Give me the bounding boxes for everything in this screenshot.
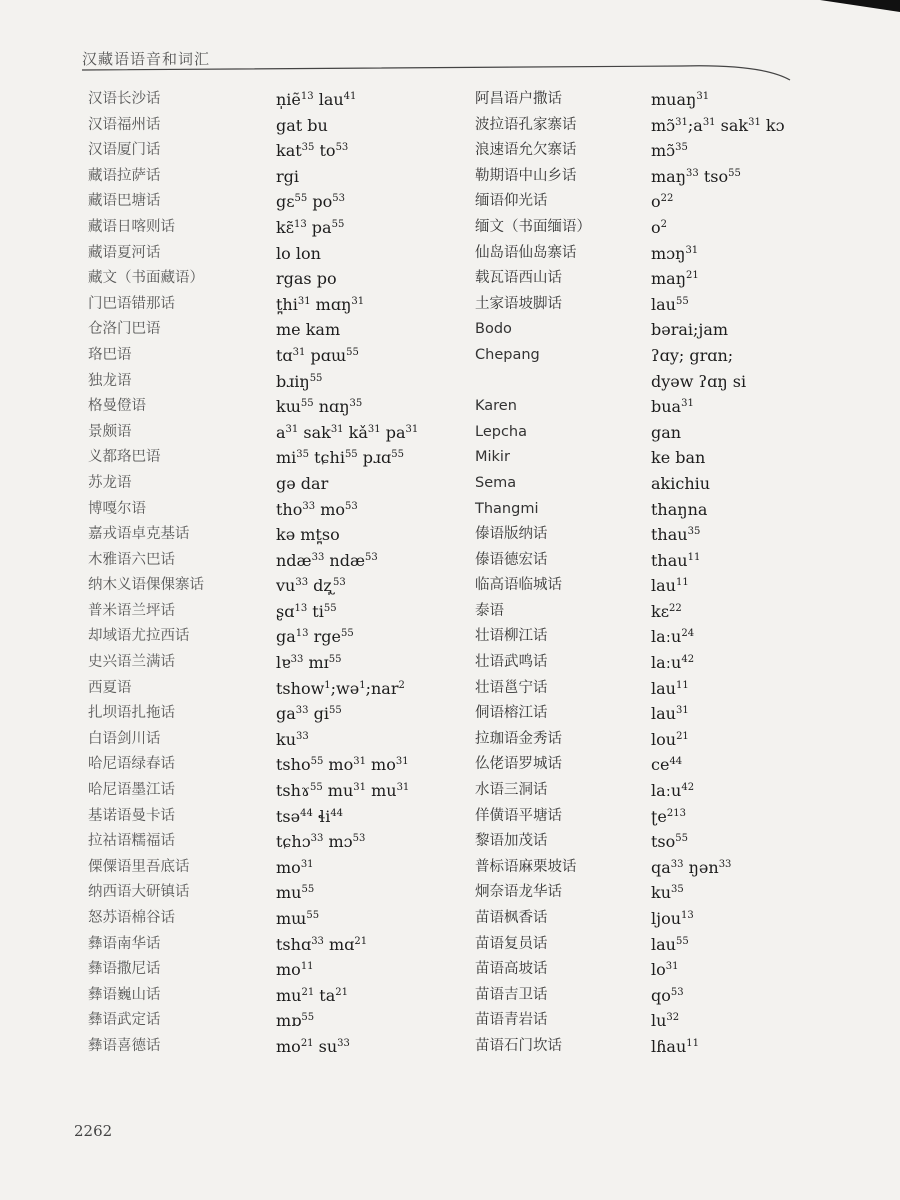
language-name: 汉语长沙话 bbox=[88, 91, 161, 107]
language-name: 纳木义语倮倮寨话 bbox=[88, 577, 204, 594]
language-name: 炯奈语龙华话 bbox=[475, 884, 562, 901]
entry-row bbox=[88, 343, 448, 369]
entry-row bbox=[88, 189, 448, 215]
entry-row bbox=[475, 855, 805, 881]
language-name: 木雅语六巴话 bbox=[88, 551, 175, 568]
language-name: 独龙语 bbox=[88, 372, 132, 389]
language-name: 浪速语允欠寨话 bbox=[475, 142, 577, 159]
word-form: lau$^{11}$ bbox=[651, 576, 689, 596]
language-name: 傈僳语里吾底话 bbox=[88, 858, 190, 875]
word-form: ʈe$^{213}$ bbox=[651, 806, 686, 826]
language-name: 壮语武鸣话 bbox=[475, 654, 548, 671]
entry-row bbox=[88, 829, 448, 855]
word-form: gan bbox=[651, 422, 682, 442]
word-form: me kam bbox=[276, 320, 341, 340]
entry-row bbox=[88, 317, 448, 343]
language-name: 苗语石门坎话 bbox=[475, 1037, 562, 1054]
entry-row bbox=[475, 215, 805, 241]
entry-row bbox=[88, 394, 448, 420]
language-name: 苗语枫香话 bbox=[475, 910, 548, 926]
entry-row bbox=[88, 1008, 448, 1034]
entry-row bbox=[88, 369, 448, 395]
entry-row bbox=[475, 420, 805, 446]
word-form: thau$^{35}$ bbox=[651, 525, 701, 545]
entry-row bbox=[475, 880, 805, 906]
language-name: 泰语 bbox=[475, 602, 504, 619]
entry-row bbox=[88, 701, 448, 727]
word-form: gat bu bbox=[276, 115, 328, 135]
word-form: $ku^{33}$ bbox=[276, 729, 309, 749]
word-form: tsə$^{44}$ ɬi$^{44}$ bbox=[276, 806, 344, 826]
language-name: 勒期语中山乡话 bbox=[475, 167, 577, 184]
entry-row bbox=[475, 752, 805, 778]
language-name: 景颇语 bbox=[88, 423, 132, 440]
word-form: lau$^{31}$ bbox=[651, 704, 689, 724]
language-name: 却域语尤拉西话 bbox=[88, 628, 190, 645]
word-form: ke ban bbox=[651, 448, 706, 468]
language-name: 侗语榕江话 bbox=[475, 705, 548, 722]
language-name: 黎语加茂话 bbox=[475, 833, 548, 850]
language-name: 缅语仰光话 bbox=[475, 193, 548, 210]
entry-row bbox=[475, 906, 805, 932]
entry-row bbox=[88, 138, 448, 164]
word-form: rgi bbox=[276, 166, 300, 186]
word-form: rgas po bbox=[276, 269, 337, 289]
entry-row bbox=[88, 599, 448, 625]
word-form: ljou$^{13}$ bbox=[651, 909, 694, 928]
entry-row bbox=[475, 548, 805, 574]
language-name: 哈尼语墨江话 bbox=[88, 782, 175, 799]
word-form: gə dar bbox=[276, 473, 329, 493]
word-form: n̩iẽ$^{13}$ lau$^{41}$ bbox=[276, 90, 357, 109]
word-form: kɯ$^{55}$ nɑŋ$^{35}$ bbox=[276, 397, 363, 417]
word-form: laːu$^{24}$ bbox=[651, 627, 695, 647]
entry-row bbox=[88, 445, 448, 471]
word-form: lɦau$^{11}$ bbox=[651, 1036, 699, 1056]
language-name: 纳西语大研镇话 bbox=[88, 884, 190, 901]
word-form: tshɑ$^{33}$ mɑ$^{21}$ bbox=[276, 934, 368, 954]
word-form: ʔɑy; grɑn; bbox=[651, 345, 734, 365]
word-form: dyəw ʔɑŋ si bbox=[651, 371, 747, 391]
language-name: 佯僙语平塘话 bbox=[475, 807, 562, 824]
language-name: Bodo bbox=[475, 321, 512, 338]
page-corner-mark bbox=[820, 0, 900, 12]
entry-row bbox=[88, 932, 448, 958]
language-name: 义都珞巴语 bbox=[88, 449, 161, 466]
language-name: 哈尼语绿春话 bbox=[88, 756, 175, 773]
word-form: $qa^{33}$ ŋən$^{33}$ bbox=[651, 857, 732, 877]
entry-row bbox=[88, 292, 448, 318]
word-form: lau$^{55}$ bbox=[651, 294, 689, 314]
word-form: $mɔ̃^{31};a^{31}$ sak$^{31}$ kɔ bbox=[651, 115, 785, 135]
entry-row bbox=[475, 471, 805, 497]
word-form: thaŋna bbox=[651, 499, 708, 519]
language-name: 嘉戎语卓克基话 bbox=[88, 526, 190, 543]
entry-row bbox=[475, 497, 805, 523]
entry-row bbox=[475, 829, 805, 855]
language-name: 拉珈语金秀话 bbox=[475, 730, 562, 747]
language-name: 苗语高坡话 bbox=[475, 961, 548, 978]
entry-row bbox=[88, 241, 448, 267]
entry-row bbox=[475, 624, 805, 650]
word-form: maŋ$^{33}$ tso$^{55}$ bbox=[651, 166, 741, 186]
entry-row bbox=[475, 266, 805, 292]
word-form: lou$^{21}$ bbox=[651, 729, 689, 749]
entry-row bbox=[475, 394, 805, 420]
language-name: 苗语吉卫话 bbox=[475, 986, 548, 1003]
entry-row bbox=[88, 957, 448, 983]
word-form: ndæ$^{33}$ ndæ$^{53}$ bbox=[276, 550, 378, 570]
word-form: kɛ̃$^{13}$ $pa^{55}$ bbox=[276, 217, 345, 237]
entry-row bbox=[475, 241, 805, 267]
word-form: $t̪hi^{31}$ mɑŋ$^{31}$ bbox=[276, 294, 365, 314]
language-name: 史兴语兰满话 bbox=[88, 654, 175, 671]
language-name: 博嘎尔语 bbox=[88, 500, 146, 517]
word-form: $mi^{35}$ tɕhi$^{55}$ pɹɑ$^{55}$ bbox=[276, 448, 404, 468]
entry-row bbox=[88, 650, 448, 676]
language-name: Karen bbox=[475, 398, 517, 415]
language-name: 扎坝语扎拖话 bbox=[88, 705, 175, 722]
entry-row bbox=[88, 1034, 448, 1060]
language-name: 傣语德宏话 bbox=[475, 551, 548, 568]
entry-row bbox=[88, 420, 448, 446]
word-form: lo lon bbox=[276, 243, 321, 263]
language-name: Mikir bbox=[475, 449, 510, 466]
entry-row bbox=[475, 804, 805, 830]
word-form: $mu^{55}$ bbox=[276, 883, 315, 903]
word-form: kat$^{35}$ $to^{53}$ bbox=[276, 141, 349, 161]
entry-row bbox=[475, 932, 805, 958]
word-form: $ku^{35}$ bbox=[651, 883, 684, 903]
language-name: 门巴语错那话 bbox=[88, 295, 175, 312]
language-name: 仙岛语仙岛寨话 bbox=[475, 244, 577, 261]
word-form: $o^{22}$ bbox=[651, 192, 674, 212]
word-form: $vu^{33}$ dʐ̩$^{53}$ bbox=[276, 576, 346, 596]
word-form: $lo^{31}$ bbox=[651, 960, 679, 980]
language-name: 汉语厦门话 bbox=[88, 142, 161, 159]
entry-row bbox=[88, 522, 448, 548]
entry-row bbox=[475, 189, 805, 215]
word-form: $mo^{21}$ $su^{33}$ bbox=[276, 1036, 350, 1056]
word-form: muaŋ$^{31}$ bbox=[651, 90, 710, 109]
language-name: 仓洛门巴语 bbox=[88, 321, 161, 338]
word-form: akichiu bbox=[651, 473, 711, 493]
language-name: 藏语拉萨话 bbox=[88, 167, 161, 184]
entry-row bbox=[88, 983, 448, 1009]
word-form: $mo^{31}$ bbox=[276, 857, 314, 877]
entry-row bbox=[475, 87, 805, 113]
entry-row bbox=[88, 87, 448, 113]
word-form: tho$^{33}$ $mo^{53}$ bbox=[276, 499, 358, 519]
word-form: $mu^{21}$ $ta^{21}$ bbox=[276, 985, 349, 1005]
language-name: 临高语临城话 bbox=[475, 577, 562, 594]
word-form: tsho$^{55}$ $mo^{31}$ $mo^{31}$ bbox=[276, 755, 409, 775]
entry-row bbox=[475, 983, 805, 1009]
language-name: 怒苏语棉谷话 bbox=[88, 910, 175, 926]
language-name: 彝语撒尼话 bbox=[88, 961, 161, 978]
language-name: Thangmi bbox=[475, 500, 539, 517]
language-name: 土家语坡脚话 bbox=[475, 295, 562, 312]
language-name: 波拉语孔家寨话 bbox=[475, 116, 577, 133]
language-name: 仫佬语罗城话 bbox=[475, 756, 562, 773]
entry-row bbox=[475, 778, 805, 804]
entry-row bbox=[88, 727, 448, 753]
language-name: 载瓦语西山话 bbox=[475, 270, 562, 287]
entry-row bbox=[475, 522, 805, 548]
entry-row bbox=[88, 906, 448, 932]
word-form: $o^2$ bbox=[651, 217, 668, 237]
word-form: mɔŋ$^{31}$ bbox=[651, 243, 699, 263]
word-form: $ce^{44}$ bbox=[651, 755, 683, 775]
word-form: $lu^{32}$ bbox=[651, 1011, 680, 1031]
header-rule bbox=[82, 58, 792, 82]
word-form: mɯ$^{55}$ bbox=[276, 909, 320, 928]
word-form: tshɤ$^{55}$ $mu^{31}$ $mu^{31}$ bbox=[276, 781, 410, 801]
entry-row bbox=[475, 573, 805, 599]
word-form: bɹiŋ$^{55}$ bbox=[276, 371, 323, 391]
entry-row bbox=[475, 727, 805, 753]
word-form: $a^{31}$ sak$^{31}$ $kǎ^{31}$ $pa^{31}$ bbox=[276, 422, 419, 442]
word-form: $ga^{13}$ rge$^{55}$ bbox=[276, 627, 354, 647]
language-name: 汉语福州话 bbox=[88, 116, 161, 133]
word-form: lɐ$^{33}$ mɪ$^{55}$ bbox=[276, 653, 342, 673]
entry-row bbox=[475, 701, 805, 727]
language-name: 阿昌语户撒话 bbox=[475, 91, 562, 107]
word-form: mɒ$^{55}$ bbox=[276, 1011, 315, 1031]
language-name: 珞巴语 bbox=[88, 346, 132, 363]
word-form: lau$^{11}$ bbox=[651, 678, 689, 698]
entry-row bbox=[475, 1034, 805, 1060]
word-form: gɛ$^{55}$ $po^{53}$ bbox=[276, 192, 345, 212]
word-form: laːu$^{42}$ bbox=[651, 653, 695, 673]
entry-row bbox=[475, 599, 805, 625]
language-name: 壮语柳江话 bbox=[475, 628, 548, 645]
language-name: 普标语麻栗坡话 bbox=[475, 858, 577, 875]
language-name: 基诺语曼卡话 bbox=[88, 807, 175, 824]
entry-row bbox=[88, 164, 448, 190]
language-name: 壮语邕宁话 bbox=[475, 679, 548, 696]
language-name: 彝语南华话 bbox=[88, 935, 161, 952]
language-name: 彝语巍山话 bbox=[88, 986, 161, 1003]
language-name: 藏语日喀则话 bbox=[88, 218, 175, 235]
entry-row bbox=[88, 624, 448, 650]
language-name: Lepcha bbox=[475, 423, 527, 440]
entry-row bbox=[88, 676, 448, 702]
language-name: 格曼僜语 bbox=[88, 398, 146, 415]
word-form: kɛ$^{22}$ bbox=[651, 601, 682, 621]
entry-row bbox=[88, 778, 448, 804]
word-form: laːu$^{42}$ bbox=[651, 781, 695, 801]
entry-row bbox=[475, 445, 805, 471]
language-name: 拉祜语糯福话 bbox=[88, 833, 175, 850]
language-name: 普米语兰坪话 bbox=[88, 602, 175, 619]
entry-row bbox=[475, 676, 805, 702]
word-form: mɔ̃$^{35}$ bbox=[651, 141, 688, 161]
language-name: 彝语武定话 bbox=[88, 1012, 161, 1029]
word-form: $mo^{11}$ bbox=[276, 960, 314, 980]
entry-row bbox=[88, 880, 448, 906]
entry-row bbox=[88, 113, 448, 139]
entry-row bbox=[475, 650, 805, 676]
language-name: 藏语巴塘话 bbox=[88, 193, 161, 210]
language-name: 水语三洞话 bbox=[475, 782, 548, 799]
language-name: 藏文（书面藏语） bbox=[88, 270, 204, 287]
entry-row bbox=[475, 113, 805, 139]
word-form: tshow$^1$;wə$^1$;nar$^2$ bbox=[276, 678, 405, 698]
entry-row bbox=[88, 266, 448, 292]
entry-row bbox=[475, 369, 805, 395]
entry-row bbox=[88, 471, 448, 497]
word-form: bua$^{31}$ bbox=[651, 397, 694, 417]
word-form: tɑ$^{31}$ pɑɯ$^{55}$ bbox=[276, 345, 359, 365]
running-header: 汉藏语语音和词汇 bbox=[82, 50, 211, 68]
entry-row bbox=[88, 573, 448, 599]
word-form: tɕhɔ$^{33}$ mɔ$^{53}$ bbox=[276, 832, 366, 852]
entry-row bbox=[88, 548, 448, 574]
language-name: Chepang bbox=[475, 346, 540, 363]
language-name: 彝语喜德话 bbox=[88, 1037, 161, 1054]
entry-row bbox=[88, 215, 448, 241]
left-column bbox=[88, 87, 448, 1060]
word-form: maŋ$^{21}$ bbox=[651, 269, 699, 289]
page-number: 2262 bbox=[74, 1122, 113, 1140]
language-name: 白语剑川话 bbox=[88, 730, 161, 747]
language-name: 藏语夏河话 bbox=[88, 244, 161, 261]
entry-row bbox=[88, 752, 448, 778]
entry-row bbox=[475, 317, 805, 343]
entry-row bbox=[475, 292, 805, 318]
language-name: 西夏语 bbox=[88, 679, 132, 696]
language-name: 苗语复员话 bbox=[475, 935, 548, 952]
word-form: $qo^{53}$ bbox=[651, 985, 684, 1005]
entry-row bbox=[88, 855, 448, 881]
word-form: ʂɑ$^{13}$ $ti^{55}$ bbox=[276, 601, 337, 621]
language-name: 苏龙语 bbox=[88, 474, 132, 491]
language-name: 傣语版纳话 bbox=[475, 526, 548, 543]
word-form: kə mt̪so bbox=[276, 525, 340, 545]
word-form: tso$^{55}$ bbox=[651, 832, 689, 852]
word-form: lau$^{55}$ bbox=[651, 934, 689, 954]
word-form: bərai;jam bbox=[651, 320, 729, 340]
language-name: Sema bbox=[475, 474, 517, 491]
entry-row bbox=[475, 343, 805, 369]
language-name: 缅文（书面缅语） bbox=[475, 218, 591, 235]
entry-row bbox=[475, 164, 805, 190]
entry-row bbox=[88, 497, 448, 523]
word-form: $ga^{33}$ $gi^{55}$ bbox=[276, 704, 342, 724]
right-column bbox=[475, 87, 805, 1060]
entry-row bbox=[475, 138, 805, 164]
entry-row bbox=[88, 804, 448, 830]
entry-row bbox=[475, 1008, 805, 1034]
language-name: 苗语青岩话 bbox=[475, 1012, 548, 1029]
word-form: thau$^{11}$ bbox=[651, 550, 701, 570]
entry-row bbox=[475, 957, 805, 983]
